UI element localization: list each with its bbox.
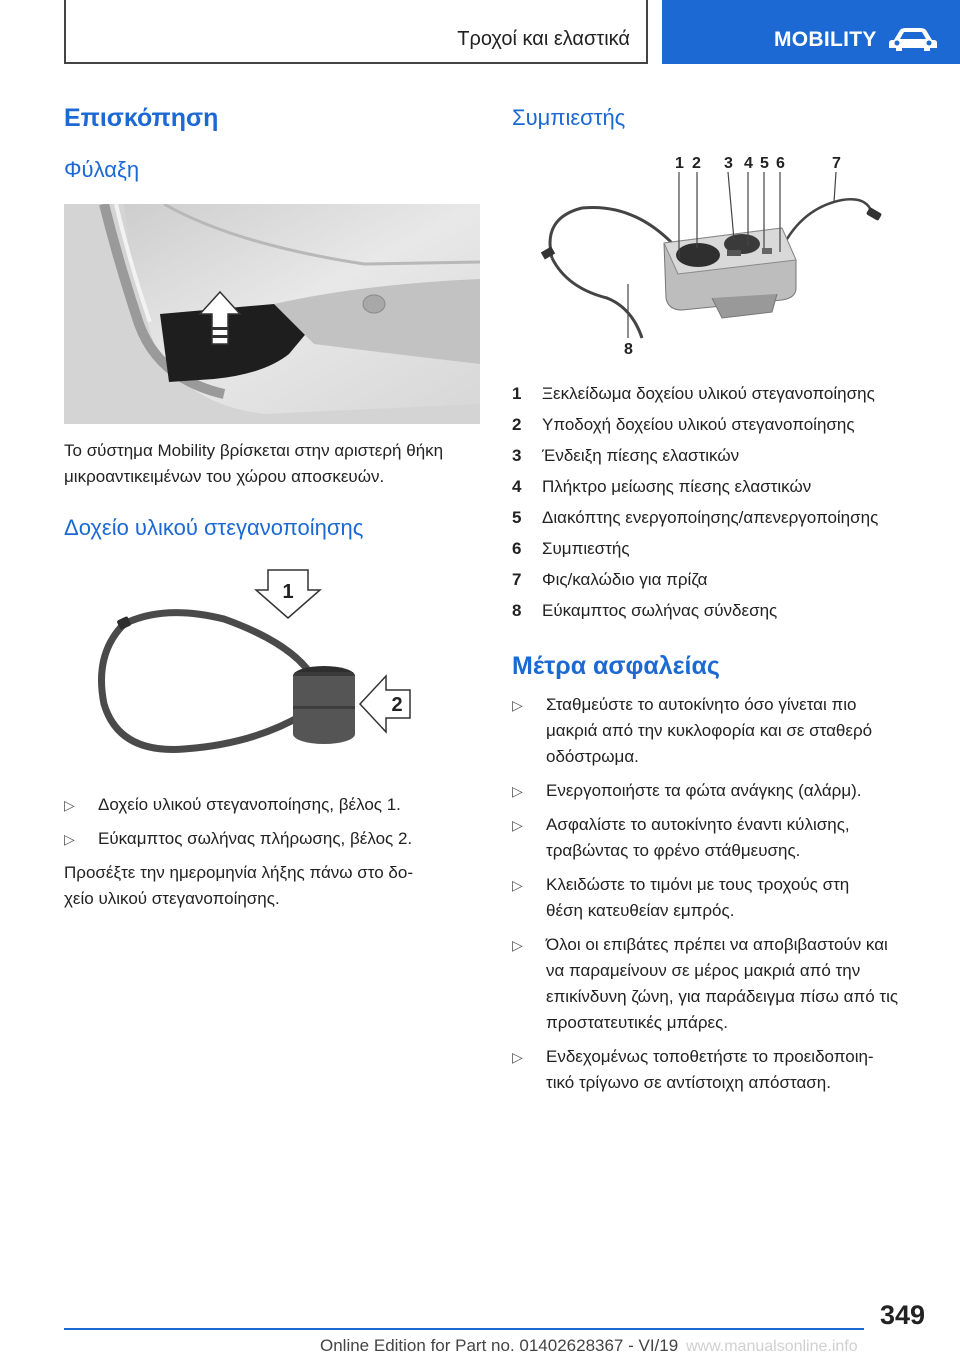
bullet-text	[546, 692, 872, 770]
list-item	[512, 778, 928, 804]
legend-text: Πλήκτρο μείωσης πίεσης ελαστικών	[542, 476, 812, 496]
triangle-bullet-icon: ▷	[64, 831, 75, 847]
bullet-line: Ενδεχομένως τοποθετήστε το προειδοποιη-	[546, 1047, 874, 1066]
legend-row	[512, 378, 928, 409]
safety-heading: Μέτρα ασφαλείας	[512, 652, 720, 680]
triangle-bullet-icon: ▷	[512, 937, 523, 953]
legend-text: Διακόπτης ενεργοποίησης/απενεργοποίησης	[542, 507, 879, 527]
figure-label: 1	[675, 155, 684, 172]
figure-label: 4	[744, 155, 753, 172]
arrow-label-2: 1	[282, 581, 294, 603]
bullet-text	[546, 932, 898, 1036]
list-item	[512, 1044, 928, 1096]
legend-number: 4	[512, 476, 522, 496]
bullet-text: Δοχείο υλικού στεγανοποίησης, βέλος 1.	[98, 795, 401, 814]
storage-heading: Φύλαξη	[64, 157, 140, 182]
car-icon	[888, 26, 938, 52]
page-number: 349	[880, 1300, 926, 1330]
legend-number: 2	[512, 414, 522, 434]
legend-row	[512, 564, 928, 595]
triangle-bullet-icon: ▷	[512, 1049, 523, 1065]
arrow-label-1: 2	[391, 694, 403, 716]
page-title: Επισκόπηση	[64, 104, 219, 132]
legend-number: 6	[512, 538, 522, 558]
bullet-line: Σταθμεύστε το αυτοκίνητο όσο γίνεται πιο	[546, 695, 857, 714]
figure-label: 3	[724, 155, 733, 172]
bullet-line: προστατευτικές μπάρες.	[546, 1013, 729, 1032]
header-section-box	[64, 0, 648, 64]
list-item	[512, 872, 928, 924]
edition-text: Online Edition for Part no. 01402628367 - VI/19	[320, 1336, 679, 1355]
bullet-line: θέση κατευθείαν εμπρός.	[546, 901, 735, 920]
legend-row	[512, 440, 928, 471]
figure-label: 8	[624, 341, 633, 358]
legend-row	[512, 409, 928, 440]
triangle-bullet-icon: ▷	[512, 783, 523, 799]
compressor-heading: Συμπιεστής	[512, 105, 626, 130]
compressor-image	[512, 148, 928, 358]
bullet-text	[546, 872, 849, 924]
bullet-line: οδόστρωμα.	[546, 747, 639, 766]
legend-text: Φις/καλώδιο για πρίζα	[542, 569, 708, 589]
list-item	[512, 932, 928, 1036]
list-item	[512, 692, 928, 770]
legend-text: Υποδοχή δοχείου υλικού στεγανοποίησης	[542, 414, 855, 434]
mobility-tab[interactable]	[662, 0, 960, 64]
legend-text: Συμπιεστής	[542, 538, 630, 558]
left-column	[64, 100, 482, 912]
legend-number: 7	[512, 569, 522, 589]
bullet-text	[546, 1044, 874, 1096]
bullet-line: Όλοι οι επιβάτες πρέπει να αποβιβαστούν και	[546, 935, 888, 954]
expiry-note-line: Προσέξτε την ημερομηνία λήξης πάνω στο δο-	[64, 863, 413, 882]
legend-row	[512, 502, 928, 533]
mobility-tab-label: MOBILITY	[774, 28, 877, 51]
section-title: Τροχοί και ελαστικά	[457, 28, 630, 50]
bullet-text	[546, 812, 850, 864]
storage-text: Το σύστημα Mobility βρίσκεται στην αριστερή θήκη μικροαντικειμένων του χώρου αποσκευών.	[64, 441, 444, 486]
right-column	[512, 100, 928, 1096]
legend-row	[512, 595, 928, 626]
expiry-note-line: χείο υλικού στεγανοποίησης.	[64, 889, 280, 908]
bullet-line: τικό τρίγωνο σε αντίστοιχη απόσταση.	[546, 1073, 831, 1092]
trunk-storage-image	[64, 204, 480, 424]
bullet-text: Εύκαμπτος σωλήνας πλήρωσης, βέλος 2.	[98, 829, 413, 848]
legend-number: 1	[512, 383, 522, 403]
legend-text: Ξεκλείδωμα δοχείου υλικού στεγανοποίησης	[542, 383, 875, 403]
legend-list	[512, 378, 928, 626]
watermark-text: www.manualsonline.info	[686, 1338, 858, 1355]
legend-text: Εύκαμπτος σωλήνας σύνδεσης	[542, 600, 778, 620]
list-item	[512, 812, 928, 864]
legend-number: 3	[512, 445, 522, 465]
figure-label: 2	[692, 155, 701, 172]
list-item	[64, 792, 482, 818]
safety-list	[512, 692, 928, 1096]
figure-label: 5	[760, 155, 769, 172]
legend-row	[512, 533, 928, 564]
bullet-line: επικίνδυνη ζώνη, για παράδειγμα πίσω από τις	[546, 987, 899, 1006]
list-item	[64, 826, 482, 852]
sealant-container-image	[64, 564, 480, 764]
bullet-text	[546, 778, 862, 804]
legend-number: 8	[512, 600, 522, 620]
bullet-line: Ενεργοποιήστε τα φώτα ανάγκης (αλάρμ).	[546, 781, 862, 800]
expiry-note	[64, 860, 482, 912]
sealant-heading: Δοχείο υλικού στεγανοποίησης	[64, 515, 364, 540]
bullet-line: τραβώντας το φρένο στάθμευσης.	[546, 841, 801, 860]
bullet-line: Κλειδώστε το τιμόνι με τους τροχούς στη	[546, 875, 850, 894]
triangle-bullet-icon: ▷	[512, 877, 523, 893]
footer-divider	[64, 1328, 864, 1330]
figure-label: 7	[832, 155, 841, 172]
bullet-line: να παραμείνουν σε μέρος μακριά από την	[546, 961, 861, 980]
legend-row	[512, 471, 928, 502]
figure-label: 6	[776, 155, 785, 172]
triangle-bullet-icon: ▷	[64, 797, 75, 813]
legend-number: 5	[512, 507, 522, 527]
triangle-bullet-icon: ▷	[512, 697, 523, 713]
legend-text: Ένδειξη πίεσης ελαστικών	[542, 445, 740, 465]
triangle-bullet-icon: ▷	[512, 817, 523, 833]
bullet-line: μακριά από την κυκλοφορία και σε σταθερό	[546, 721, 873, 740]
bullet-line: Ασφαλίστε το αυτοκίνητο έναντι κύλισης,	[546, 815, 850, 834]
